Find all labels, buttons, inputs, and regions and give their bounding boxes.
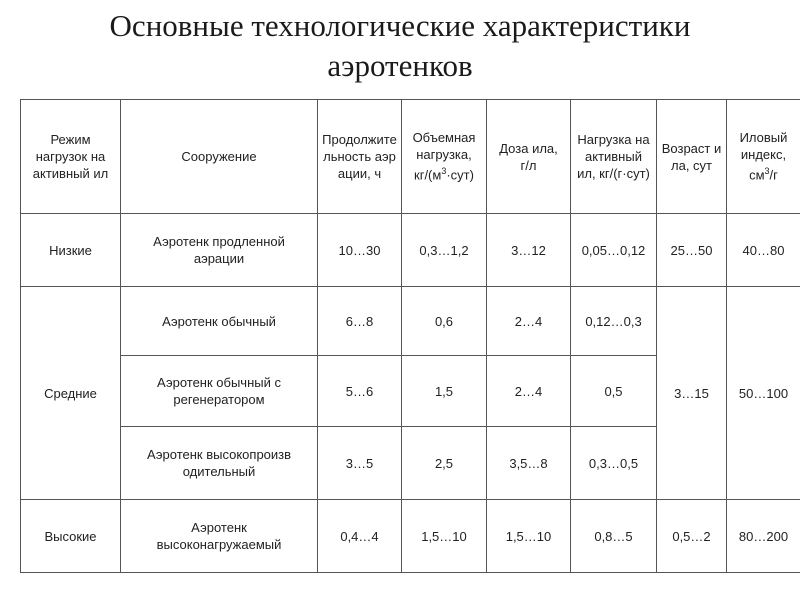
page-title [0,6,800,86]
cell-sludge-load-text: 0,05…0,12 [581,242,646,258]
header-volume-load-prefix: Объемная нагрузка, кг/(м [412,130,476,183]
cell-duration: 3…5 [318,427,402,500]
cell-sludge-load: 0,5 [571,356,657,427]
cell-structure [121,427,318,500]
cell-duration: 5…6 [318,356,402,427]
cell-index-text: 50…100 [738,385,789,401]
cell-structure-text: Аэротенк продленной аэрации [153,234,285,266]
cell-sludge-load [571,214,657,287]
cell-age: 0,5…2 [657,500,727,573]
cell-structure: Аэротенк обычный [121,287,318,356]
cell-structure [121,214,318,287]
header-sludge-load [571,100,657,214]
header-sludge-load-text: Нагрузка на активный ил, кг/(г·сут) [577,132,650,181]
cell-volume-load: 1,5 [402,356,487,427]
header-duration-text: Продолжительность аэрации, ч [322,132,397,181]
title-line-1: Основные технологические характеристики [109,8,691,43]
cell-duration: 6…8 [318,287,402,356]
cell-duration: 0,4…4 [318,500,402,573]
table-row [21,214,800,287]
table-row [21,287,800,356]
cell-mode: Высокие [21,500,121,573]
cell-sludge-load: 0,12…0,3 [571,287,657,356]
header-volume-load-sup: 3 [441,166,447,177]
cell-volume-load: 2,5 [402,427,487,500]
header-age-text: Возраст ила, сут [661,140,722,173]
header-age [657,100,727,214]
header-index-sup: 3 [764,166,770,177]
cell-mode: Низкие [21,214,121,287]
cell-duration: 10…30 [318,214,402,287]
header-volume-load-suffix: ·сут) [446,167,474,183]
cell-age: 25…50 [657,214,727,287]
header-index [727,100,800,214]
header-index-prefix: Иловый индекс, см [739,130,788,183]
cell-index [727,500,800,573]
table-row [21,500,800,573]
cell-dose: 1,5…10 [487,500,571,573]
cell-structure-text: Аэротенк обычный с регенератором [157,375,281,407]
characteristics-table [20,99,800,573]
header-dose-text: Доза ила, г/л [499,140,558,173]
cell-dose: 2…4 [487,356,571,427]
header-mode [21,100,121,214]
cell-age: 3…15 [657,287,727,500]
header-index-suffix: /г [769,167,778,183]
header-structure: Сооружение [121,100,318,214]
cell-volume-load: 0,6 [402,287,487,356]
cell-index: 40…80 [727,214,800,287]
cell-structure [121,356,318,427]
cell-dose: 3,5…8 [487,427,571,500]
cell-structure-text: Аэротенк высокопроизводительный [146,447,292,479]
cell-dose: 3…12 [487,214,571,287]
cell-dose: 2…4 [487,287,571,356]
cell-volume-load: 1,5…10 [402,500,487,573]
cell-index-text: 80…200 [738,528,789,544]
header-duration [318,100,402,214]
cell-sludge-load: 0,8…5 [571,500,657,573]
header-volume-load [402,100,487,214]
header-mode-text: Режим нагрузок на активный ил [32,132,109,181]
title-line-2: аэротенков [327,48,473,83]
cell-volume-load: 0,3…1,2 [402,214,487,287]
header-row [21,100,800,214]
cell-structure-text: Аэротенк высоконагружаемый [156,520,282,552]
cell-sludge-load: 0,3…0,5 [571,427,657,500]
header-dose [487,100,571,214]
cell-index [727,287,800,500]
cell-mode: Средние [21,287,121,500]
cell-structure [121,500,318,573]
